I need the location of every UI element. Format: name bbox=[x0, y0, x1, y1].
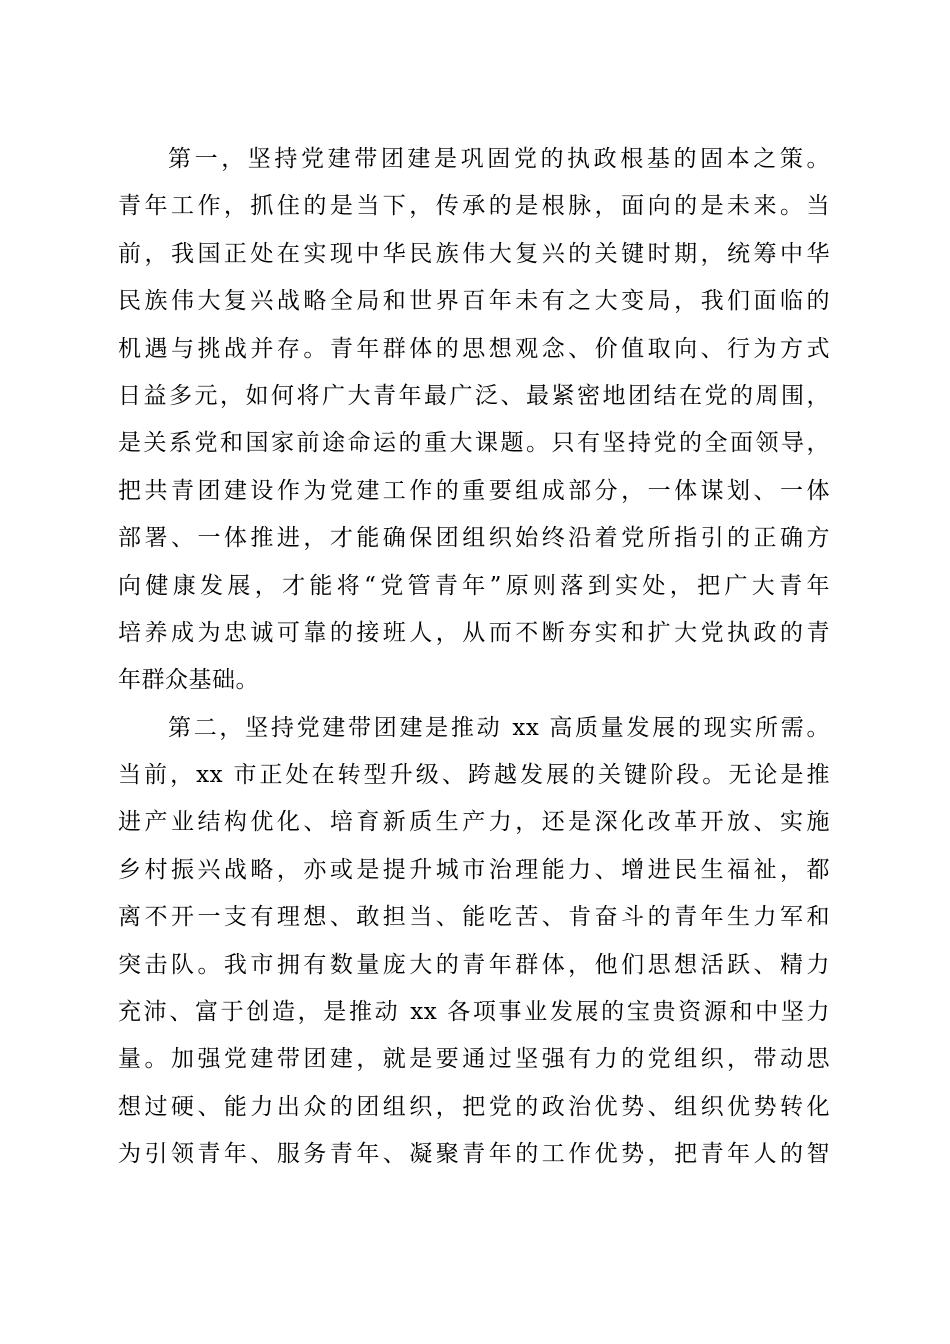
paragraph-line: 向健康发展，才能将“党管青年”原则落到实处，把广大青年 bbox=[118, 572, 830, 599]
paragraph-line: 为引领青年、服务青年、凝聚青年的工作优势，把青年人的智 bbox=[118, 1141, 830, 1168]
paragraph-line: 想过硬、能力出众的团组织，把党的政治优势、组织优势转化 bbox=[118, 1093, 830, 1120]
paragraph-line: 日益多元，如何将广大青年最广泛、最紧密地团结在党的周围， bbox=[118, 382, 830, 409]
paragraph-line: 突击队。我市拥有数量庞大的青年群体，他们思想活跃、精力 bbox=[118, 951, 830, 978]
paragraph-line: 民族伟大复兴战略全局和世界百年未有之大变局，我们面临的 bbox=[118, 288, 830, 315]
paragraph-line: 量。加强党建带团建，就是要通过坚强有力的党组织，带动思 bbox=[118, 1046, 830, 1073]
paragraph-line: 第二，坚持党建带团建是推动 xx 高质量发展的现实所需。 bbox=[168, 714, 830, 741]
paragraph-line: 前，我国正处在实现中华民族伟大复兴的关键时期，统筹中华 bbox=[118, 240, 830, 267]
paragraph-line: 乡村振兴战略，亦或是提升城市治理能力、增进民生福祉，都 bbox=[118, 856, 830, 883]
paragraph-line: 把共青团建设作为党建工作的重要组成部分，一体谋划、一体 bbox=[118, 477, 830, 504]
paragraph-line: 机遇与挑战并存。青年群体的思想观念、价值取向、行为方式 bbox=[118, 335, 830, 362]
paragraph-line: 部署、一体推进，才能确保团组织始终沿着党所指引的正确方 bbox=[118, 525, 830, 552]
document-body bbox=[118, 136, 830, 1179]
paragraph-2 bbox=[118, 705, 830, 1179]
paragraph-line: 年群众基础。 bbox=[118, 667, 259, 694]
paragraph-line: 进产业结构优化、培育新质生产力，还是深化改革开放、实施 bbox=[118, 809, 830, 836]
paragraph-line: 培养成为忠诚可靠的接班人，从而不断夯实和扩大党执政的青 bbox=[118, 619, 830, 646]
paragraph-line: 第一，坚持党建带团建是巩固党的执政根基的固本之策。 bbox=[168, 146, 830, 172]
paragraph-line: 青年工作，抓住的是当下，传承的是根脉，面向的是未来。当 bbox=[118, 193, 830, 220]
paragraph-line: 当前，xx 市正处在转型升级、跨越发展的关键阶段。无论是推 bbox=[118, 762, 830, 789]
paragraph-1 bbox=[118, 136, 830, 705]
paragraph-line: 是关系党和国家前途命运的重大课题。只有坚持党的全面领导， bbox=[118, 430, 830, 457]
paragraph-line: 离不开一支有理想、敢担当、能吃苦、肯奋斗的青年生力军和 bbox=[118, 904, 830, 931]
paragraph-line: 充沛、富于创造，是推动 xx 各项事业发展的宝贵资源和中坚力 bbox=[118, 999, 830, 1026]
